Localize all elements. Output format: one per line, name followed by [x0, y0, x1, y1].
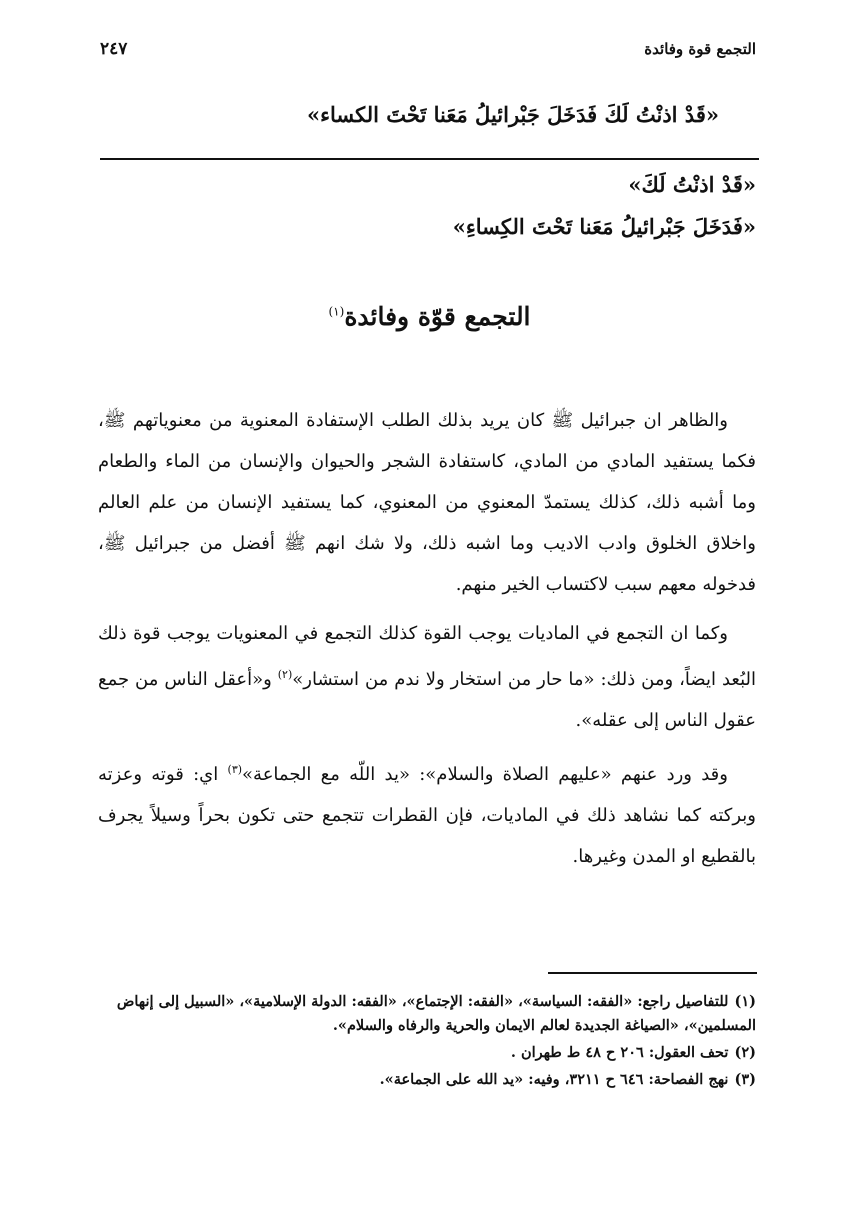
footnote-text: تحف العقول: ٢٠٦ ح ٤٨ ط طهران .: [510, 1044, 729, 1061]
paragraph-text: اي: قوته وعزته وبركته كما نشاهد ذلك في الماديات، فإن القطرات تتجمع حتى تكون بحراً وسيلاً يجرف بالقطيع او المدن وغيرها.: [98, 764, 756, 867]
horizontal-rule: [100, 158, 759, 160]
footnote: [98, 1068, 756, 1092]
footnote-text: نهج الفصاحة: ٦٤٦ ح ٣٢١١، وفيه: «يد الله على الجماعة».: [379, 1071, 729, 1088]
paragraph-text: و«أعقل الناس من جمع عقول الناس إلى عقله».: [98, 669, 756, 731]
footnote-ref: (٣): [227, 763, 243, 776]
footnote: [98, 990, 756, 1038]
page-number: ٢٤٧: [100, 39, 128, 59]
quote-line-full: «قَدْ اذنْتُ لَكَ فَدَخَلَ جَبْرائيلُ مَعَنا تَحْتَ الكساء»: [307, 102, 719, 127]
paragraph: والظاهر ان جبرائيل ﷺ كان يريد بذلك الطلب الإستفادة المعنوية من معنوياتهم ﷺ، فكما يستفيد المادي من المادي، كاستفادة الشجر والحيوان والإنسان من الماء والطعام وما أشبه ذلك، كذلك يستمدّ المعنوي من المعنوي، كما يستفيد الإنسان من علم العالم واخلاق الخلوق وادب الاديب وما اشبه ذلك، ولا شك انهم ﷺ أفضل من جبرائيل ﷺ، فدخوله معهم سبب لاكتساب الخير منهم.: [98, 410, 756, 595]
footnote-ref: (٢): [277, 668, 293, 681]
footnote-text: للتفاصيل راجع: «الفقه: السياسة»، «الفقه: الإجتماع»، «الفقه: الدولة الإسلامية»، «السبيل إلى إنهاض المسلمين»، «الصياغة الجديدة لعالم الايمان والحرية والرفاه والسلام».: [116, 993, 756, 1034]
running-title: التجمع قوة وفائدة: [644, 40, 756, 58]
footnotes: [98, 990, 756, 1095]
section-title-text: التجمع قوّة وفائدة: [344, 302, 531, 331]
footnote: [98, 1041, 756, 1065]
footnote-number: (١): [734, 993, 756, 1010]
footnote-number: (٢): [734, 1044, 756, 1061]
body-text: [98, 400, 756, 885]
footnote-number: (٣): [734, 1071, 756, 1088]
footnote-ref: (١): [328, 304, 345, 319]
quote-line-second-half: «فَدَخَلَ جَبْرائيلُ مَعَنا تَحْتَ الكِساءِ»: [452, 214, 756, 239]
footnote-separator: [548, 972, 757, 974]
paragraph: [98, 613, 756, 741]
quote-line-first-half: «قَدْ اذنْتُ لَكَ»: [628, 172, 756, 197]
paragraph: [98, 749, 756, 877]
section-title: [0, 302, 859, 331]
paragraph-text: وكما ان التجمع في الماديات يوجب القوة كذلك التجمع في المعنويات يوجب قوة ذلك البُعد ايضاً، ومن ذلك: «ما حار من استخار ولا ندم من استشار»: [98, 623, 757, 690]
page-header: [100, 36, 756, 62]
paragraph-text: وقد ورد عنهم «عليهم الصلاة والسلام»: «يد اللّه مع الجماعة»: [242, 764, 728, 785]
